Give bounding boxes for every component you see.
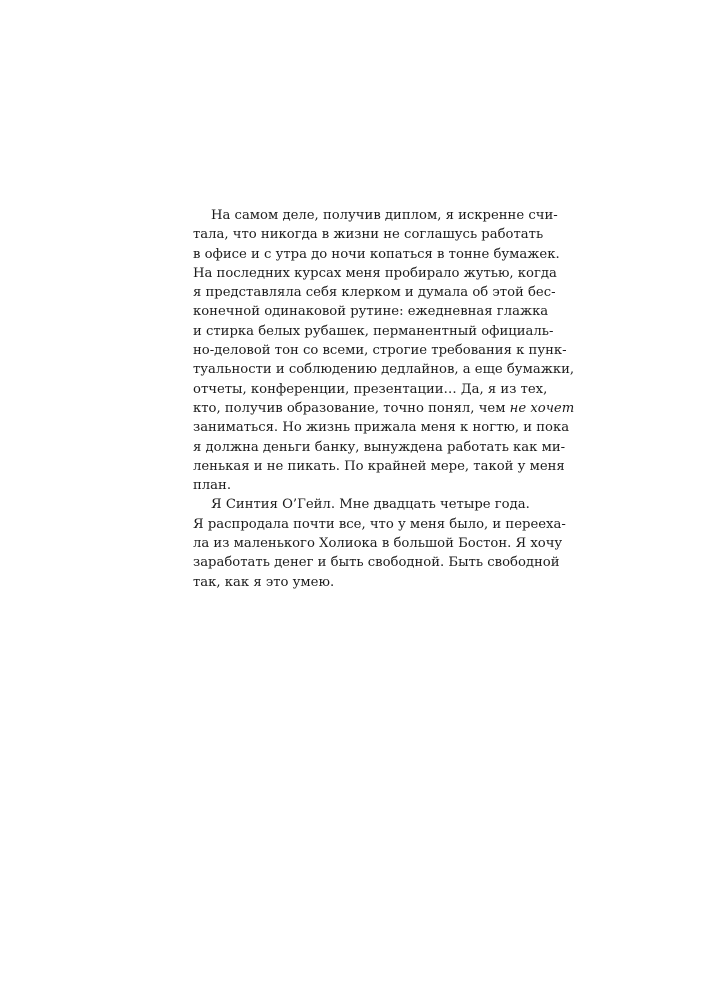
paragraph-1-line-14: ленькая и не пикать. По крайней мере, такой у меня — [193, 458, 565, 474]
paragraph-1-line-1: На самом деле, получив диплом, я искренне счи- — [211, 208, 558, 223]
paragraph-1-line-8: но-деловой тон со всеми, строгие требования к пунк- — [193, 343, 567, 359]
paragraph-2-line-5: так, как я это умею. — [193, 574, 335, 590]
paragraph-2-line-4: заработать денег и быть свободной. Быть свободной — [193, 555, 560, 571]
paragraph-1-line-11 — [193, 399, 575, 418]
paragraph-1-line-12: заниматься. Но жизнь прижала меня к ногтю, и пока — [193, 420, 570, 436]
paragraph-1-line-10: отчеты, конференции, презентации… Да, я из тех, — [193, 381, 548, 397]
line-11-text: кто, получив образование, точно понял, чем — [193, 400, 510, 416]
paragraph-1-line-15: план. — [193, 478, 232, 494]
paragraph-1-line-5: я представляла себя клерком и думала об этой бес- — [193, 285, 556, 301]
emphasis-text: не хочет — [509, 400, 575, 416]
paragraph-1-line-7: и стирка белых рубашек, перманентный официаль- — [193, 323, 554, 339]
paragraph-1-line-4: На последних курсах меня пробирало жутью, когда — [193, 265, 557, 281]
body-text — [193, 206, 575, 592]
paragraph-1-line-2: тала, что никогда в жизни не соглашусь работать — [193, 227, 544, 243]
paragraph-2-line-2: Я распродала почти все, что у меня было, и перееха- — [193, 516, 566, 532]
paragraph-1-line-3: в офисе и с утра до ночи копаться в тонне бумажек. — [193, 246, 560, 262]
paragraph-2-line-3: ла из маленького Холиока в большой Бостон. Я хочу — [193, 536, 563, 552]
paragraph-1-line-6: конечной одинаковой рутине: ежедневная глажка — [193, 304, 549, 320]
paragraph-1-line-13: я должна деньги банку, вынуждена работать как ми- — [193, 439, 566, 455]
paragraph-1-line-9: туальности и соблюдению дедлайнов, а еще бумажки, — [193, 362, 575, 378]
paragraph-2-line-1: Я Синтия О’Гейл. Мне двадцать четыре года. — [211, 497, 530, 513]
